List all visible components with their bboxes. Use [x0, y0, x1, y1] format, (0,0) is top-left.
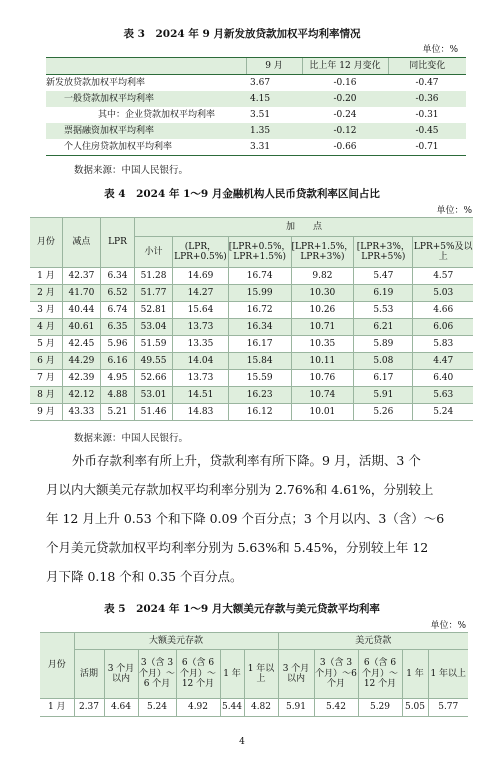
- cell: 16.34: [228, 319, 291, 336]
- cell: 15.59: [228, 370, 291, 387]
- subheader-cell: [LPR+3%，LPR+5%): [354, 237, 413, 268]
- cell: -0.71: [388, 139, 466, 156]
- cell: 5.44: [220, 699, 244, 717]
- table-row: [46, 123, 466, 139]
- cell: 5.42: [314, 699, 358, 717]
- cell: 6.16: [101, 353, 135, 370]
- cell: 5.29: [358, 699, 402, 717]
- row-label: 票据融资加权平均利率: [46, 123, 246, 139]
- cell: 1.35: [246, 123, 302, 139]
- cell: 5.96: [101, 336, 135, 353]
- table5-subheader-row: [40, 650, 468, 699]
- cell: 6.06: [413, 319, 473, 336]
- cell: 4.88: [101, 387, 135, 404]
- cell: -0.31: [415, 109, 439, 120]
- cell: 15.99: [228, 285, 291, 302]
- subheader-cell: 3（含 3 个月）～6 个月: [138, 650, 176, 699]
- row-label: 新发放贷款加权平均利率: [46, 77, 146, 88]
- cell: 51.46: [134, 404, 172, 421]
- table4-body: [30, 268, 473, 421]
- subheader-cell: [LPR+0.5%，LPR+1.5%): [228, 237, 291, 268]
- subheader-cell: 6（含 6 个月）～12 个月: [358, 650, 402, 699]
- cell: 6.35: [101, 319, 135, 336]
- table-row: [30, 302, 473, 319]
- cell: 4.92: [176, 699, 220, 717]
- table-row: [30, 353, 473, 370]
- table-row: [30, 319, 473, 336]
- month-cell: 7 月: [30, 370, 62, 387]
- cell: 13.35: [173, 336, 229, 353]
- cell: 4.47: [413, 353, 473, 370]
- header-minus: 减点: [62, 218, 100, 268]
- table4-unit: 单位：%: [436, 206, 472, 216]
- subheader-cell: 小计: [134, 237, 172, 268]
- table4-title: 表 4 2024 年 1～9 月金融机构人民币贷款利率区间占比: [104, 188, 380, 200]
- cell: 51.77: [134, 285, 172, 302]
- table5-header-row: [40, 633, 468, 650]
- cell: 53.01: [134, 387, 172, 404]
- subheader-cell: 1 年以上: [428, 650, 468, 699]
- cell: 53.04: [134, 319, 172, 336]
- cell: 5.24: [413, 404, 473, 421]
- page-number: 4: [239, 737, 245, 747]
- paragraph-line: 月以内大额美元存款加权平均利率分别为 2.76%和 4.61%，分别较上: [46, 482, 434, 497]
- cell: 42.45: [62, 336, 100, 353]
- subheader-cell: 3 个月以内: [104, 650, 138, 699]
- cell: 5.91: [278, 699, 314, 717]
- subheader-cell: [LPR+1.5%，LPR+3%): [291, 237, 354, 268]
- cell: 6.21: [354, 319, 413, 336]
- cell: 13.73: [173, 319, 229, 336]
- cell: 14.83: [173, 404, 229, 421]
- table5: [40, 632, 468, 717]
- cell: 5.03: [413, 285, 473, 302]
- cell: 6.19: [354, 285, 413, 302]
- cell: 6.17: [354, 370, 413, 387]
- month-cell: 5 月: [30, 336, 62, 353]
- cell: -0.47: [415, 77, 439, 88]
- cell: 10.11: [291, 353, 354, 370]
- paragraph-line: 个月美元贷款加权平均利率分别为 5.63%和 5.45%，分别较上年 12: [46, 540, 429, 555]
- cell: 6.40: [413, 370, 473, 387]
- month-cell: 1 月: [40, 699, 74, 717]
- cell: 5.83: [413, 336, 473, 353]
- table-row: [30, 404, 473, 421]
- table-row: [30, 268, 473, 285]
- subheader-cell: 3（含 3 个月）～6 个月: [314, 650, 358, 699]
- table4-source: 数据来源：中国人民银行。: [74, 433, 189, 444]
- row-label: 个人住房贷款加权平均利率: [46, 139, 246, 156]
- cell: 4.64: [104, 699, 138, 717]
- subheader-cell: (LPR，LPR+0.5%): [173, 237, 229, 268]
- table-row: [46, 75, 466, 92]
- table-row: [46, 91, 466, 107]
- month-cell: 8 月: [30, 387, 62, 404]
- cell: 44.29: [62, 353, 100, 370]
- table3-header-cell: [46, 58, 246, 75]
- cell: 14.69: [173, 268, 229, 285]
- table-row: [30, 285, 473, 302]
- table5-unit: 单位：%: [430, 621, 466, 631]
- cell: 16.23: [228, 387, 291, 404]
- cell: 3.67: [250, 77, 271, 88]
- table-row: [46, 107, 466, 123]
- table3-header-cell: 同比变化: [388, 58, 466, 75]
- cell: 10.01: [291, 404, 354, 421]
- cell: 6.74: [101, 302, 135, 319]
- month-cell: 2 月: [30, 285, 62, 302]
- row-label: 其中：企业贷款加权平均利率: [98, 109, 216, 120]
- cell: -0.24: [333, 109, 357, 120]
- cell: -0.12: [302, 123, 388, 139]
- month-cell: 9 月: [30, 404, 62, 421]
- cell: 5.53: [354, 302, 413, 319]
- cell: 42.39: [62, 370, 100, 387]
- cell: 4.66: [413, 302, 473, 319]
- table4-header-row: [30, 218, 473, 237]
- subheader-cell: 3 个月以内: [278, 650, 314, 699]
- subheader-cell: 1 年: [402, 650, 428, 699]
- cell: 9.82: [291, 268, 354, 285]
- cell: 5.05: [402, 699, 428, 717]
- paragraph-line: 年 12 月上升 0.53 个和下降 0.09 个百分点；3 个月以内、3（含）～6: [46, 511, 445, 526]
- cell: 4.15: [246, 91, 302, 107]
- cell: 42.37: [62, 268, 100, 285]
- cell: 15.84: [228, 353, 291, 370]
- header-month: 月份: [40, 633, 74, 699]
- subheader-cell: 1 年: [220, 650, 244, 699]
- subheader-cell: 活期: [74, 650, 104, 699]
- cell: 49.55: [134, 353, 172, 370]
- cell: 16.74: [228, 268, 291, 285]
- table3-source: 数据来源：中国人民银行。: [74, 165, 189, 176]
- cell: 10.74: [291, 387, 354, 404]
- table3-header-row: [46, 58, 466, 75]
- header-lpr: LPR: [101, 218, 135, 268]
- row-label: 一般贷款加权平均利率: [46, 91, 246, 107]
- table-row: [46, 139, 466, 156]
- table4: [30, 217, 473, 421]
- cell: 5.91: [354, 387, 413, 404]
- cell: 10.35: [291, 336, 354, 353]
- cell: 10.76: [291, 370, 354, 387]
- cell: 52.66: [134, 370, 172, 387]
- subheader-cell: 1 年以上: [244, 650, 278, 699]
- table-row: [40, 699, 468, 717]
- cell: -0.66: [302, 139, 388, 156]
- cell: 5.24: [138, 699, 176, 717]
- cell: 15.64: [173, 302, 229, 319]
- paragraph-line: 月下降 0.18 个和 0.35 个百分点。: [46, 569, 243, 584]
- cell: 51.59: [134, 336, 172, 353]
- cell: 42.12: [62, 387, 100, 404]
- cell: 5.47: [354, 268, 413, 285]
- cell: 10.30: [291, 285, 354, 302]
- month-cell: 1 月: [30, 268, 62, 285]
- cell: 40.44: [62, 302, 100, 319]
- table3-title: 表 3 2024 年 9 月新发放贷款加权平均利率情况: [123, 28, 361, 40]
- table-row: [30, 336, 473, 353]
- subheader-cell: LPR+5%及以上: [413, 237, 473, 268]
- cell: 10.71: [291, 319, 354, 336]
- cell: 4.82: [244, 699, 278, 717]
- cell: 41.70: [62, 285, 100, 302]
- cell: 4.95: [101, 370, 135, 387]
- table5-body: [40, 699, 468, 717]
- cell: 14.51: [173, 387, 229, 404]
- month-cell: 4 月: [30, 319, 62, 336]
- table3-unit: 单位：%: [422, 45, 458, 55]
- cell: 5.63: [413, 387, 473, 404]
- cell: 5.26: [354, 404, 413, 421]
- cell: 14.04: [173, 353, 229, 370]
- paragraph-line: 外币存款利率有所上升，贷款利率有所下降。9 月，活期、3 个: [72, 453, 421, 468]
- cell: 16.17: [228, 336, 291, 353]
- cell: 43.33: [62, 404, 100, 421]
- cell: -0.20: [302, 91, 388, 107]
- cell: 10.26: [291, 302, 354, 319]
- subheader-cell: 6（含 6 个月）～12 个月: [176, 650, 220, 699]
- cell: 16.72: [228, 302, 291, 319]
- cell: 14.27: [173, 285, 229, 302]
- month-cell: 6 月: [30, 353, 62, 370]
- cell: 4.57: [413, 268, 473, 285]
- cell: 5.21: [101, 404, 135, 421]
- cell: 40.61: [62, 319, 100, 336]
- cell: 5.77: [428, 699, 468, 717]
- table5-title: 表 5 2024 年 1～9 月大额美元存款与美元贷款平均利率: [104, 603, 380, 615]
- cell: 16.12: [228, 404, 291, 421]
- header-plus: 加 点: [134, 218, 473, 237]
- cell: 52.81: [134, 302, 172, 319]
- cell: 3.51: [250, 109, 271, 120]
- body-paragraph: [46, 446, 460, 591]
- table3-header-cell: 9 月: [246, 58, 302, 75]
- cell: 2.37: [74, 699, 104, 717]
- cell: 51.28: [134, 268, 172, 285]
- header-loan: 美元贷款: [278, 633, 468, 650]
- cell: 6.52: [101, 285, 135, 302]
- cell: 5.08: [354, 353, 413, 370]
- cell: -0.16: [333, 77, 357, 88]
- month-cell: 3 月: [30, 302, 62, 319]
- table-row: [30, 387, 473, 404]
- table3: [46, 57, 466, 156]
- cell: 3.31: [246, 139, 302, 156]
- cell: -0.45: [388, 123, 466, 139]
- table3-header-cell: 比上年 12 月变化: [302, 58, 388, 75]
- table-row: [30, 370, 473, 387]
- cell: 5.89: [354, 336, 413, 353]
- cell: -0.36: [388, 91, 466, 107]
- cell: 6.34: [101, 268, 135, 285]
- header-deposit: 大额美元存款: [74, 633, 278, 650]
- cell: 13.73: [173, 370, 229, 387]
- header-month: 月份: [30, 218, 62, 268]
